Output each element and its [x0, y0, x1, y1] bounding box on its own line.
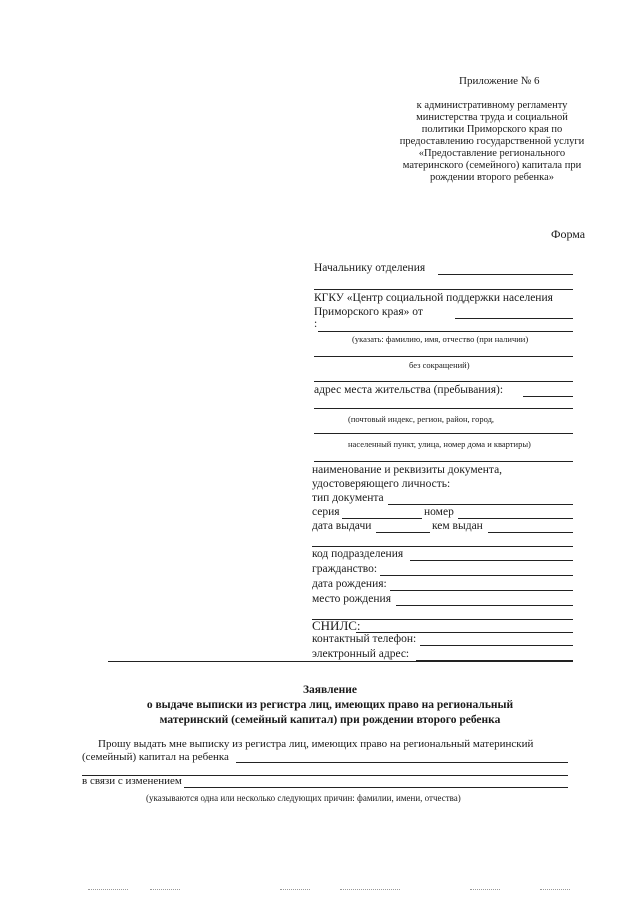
issued-by-line-2 — [312, 546, 573, 547]
doc-type-label: тип документа — [312, 492, 384, 504]
series-line — [342, 518, 422, 519]
colon-mark: : — [314, 318, 318, 330]
reason-line — [184, 787, 568, 788]
reason-label: в связи с изменением — [82, 775, 182, 787]
scan-speck — [340, 889, 400, 890]
fio-line-2 — [314, 356, 573, 357]
address-line-3 — [314, 433, 573, 434]
doc-name-label: наименование и реквизиты документа, — [312, 464, 503, 476]
from-line — [455, 318, 573, 319]
appendix-note-line: материнского (семейного) капитала при — [402, 160, 582, 171]
doc-type-line — [388, 504, 573, 505]
appendix-note-line: «Предоставление регионального — [418, 148, 566, 159]
blank-line — [314, 381, 573, 382]
number-label: номер — [424, 506, 454, 518]
issue-date-line — [376, 532, 430, 533]
birth-date-label: дата рождения: — [312, 578, 387, 590]
address-line-4 — [314, 461, 573, 462]
phone-label: контактный телефон: — [312, 633, 417, 645]
birth-place-line — [396, 605, 573, 606]
appendix-note-line: политики Приморского края по — [421, 124, 563, 135]
citizenship-line — [380, 575, 573, 576]
email-label: электронный адрес: — [312, 648, 410, 660]
statement-subtitle-2: материнский (семейный капитал) при рождении второго ребенка — [159, 714, 501, 726]
address-line — [523, 396, 573, 397]
chief-line — [438, 274, 573, 275]
scan-speck — [540, 889, 570, 890]
fio-line — [318, 331, 573, 332]
appendix-note — [392, 100, 592, 184]
statement-title: Заявление — [302, 684, 357, 696]
birth-date-line — [390, 590, 573, 591]
child-line — [236, 762, 568, 763]
body-line-1: Прошу выдать мне выписку из регистра лиц, имеющих право на региональный материнский — [98, 738, 534, 750]
page-separator — [108, 661, 573, 662]
appendix-note-line: министерства труда и социальной — [416, 112, 568, 123]
hint-settlement: населенный пункт, улица, номер дома и квартиры) — [348, 439, 531, 449]
scan-speck — [280, 889, 310, 890]
issued-by-line — [488, 532, 573, 533]
hint-no-abbr: без сокращений) — [409, 360, 470, 370]
birth-place-label: место рождения — [312, 593, 391, 605]
org-line-1: КГКУ «Центр социальной поддержки населения — [314, 292, 553, 304]
chief-label: Начальнику отделения — [314, 262, 426, 274]
snils-label: СНИЛС: — [312, 618, 361, 633]
address-line-2 — [314, 408, 573, 409]
doc-identity-label: удостоверяющего личность: — [312, 478, 451, 490]
hint-fio: (указать: фамилию, имя, отчество (при наличии) — [352, 334, 529, 344]
statement-subtitle-1: о выдаче выписки из регистра лиц, имеющих право на региональный — [146, 699, 514, 711]
appendix-note-line: предоставлению государственной услуги — [399, 136, 585, 147]
appendix-note-line: к административному регламенту — [416, 100, 568, 111]
citizenship-label: гражданство: — [312, 563, 378, 575]
form-label: Форма — [551, 227, 586, 241]
unit-code-line — [410, 560, 573, 561]
series-label: серия — [312, 506, 340, 518]
scan-speck — [88, 889, 128, 890]
hint-postal: (почтовый индекс, регион, район, город, — [348, 414, 495, 424]
unit-code-label: код подразделения — [312, 548, 404, 560]
scan-speck — [150, 889, 180, 890]
org-line-2: Приморского края» от — [314, 306, 423, 318]
appendix-number: Приложение № 6 — [459, 75, 540, 87]
address-label: адрес места жительства (пребывания): — [314, 384, 504, 396]
issue-date-label: дата выдачи — [312, 520, 372, 532]
appendix-note-line: рождении второго ребенка» — [429, 172, 555, 183]
scan-speck — [470, 889, 500, 890]
hint-reason: (указываются одна или несколько следующих причин: фамилии, имени, отчества) — [146, 793, 461, 803]
number-line — [458, 518, 573, 519]
phone-line — [420, 645, 573, 646]
blank-line — [314, 289, 573, 290]
body-line-2: (семейный) капитал на ребенка — [82, 751, 229, 763]
issued-by-label: кем выдан — [432, 520, 483, 532]
